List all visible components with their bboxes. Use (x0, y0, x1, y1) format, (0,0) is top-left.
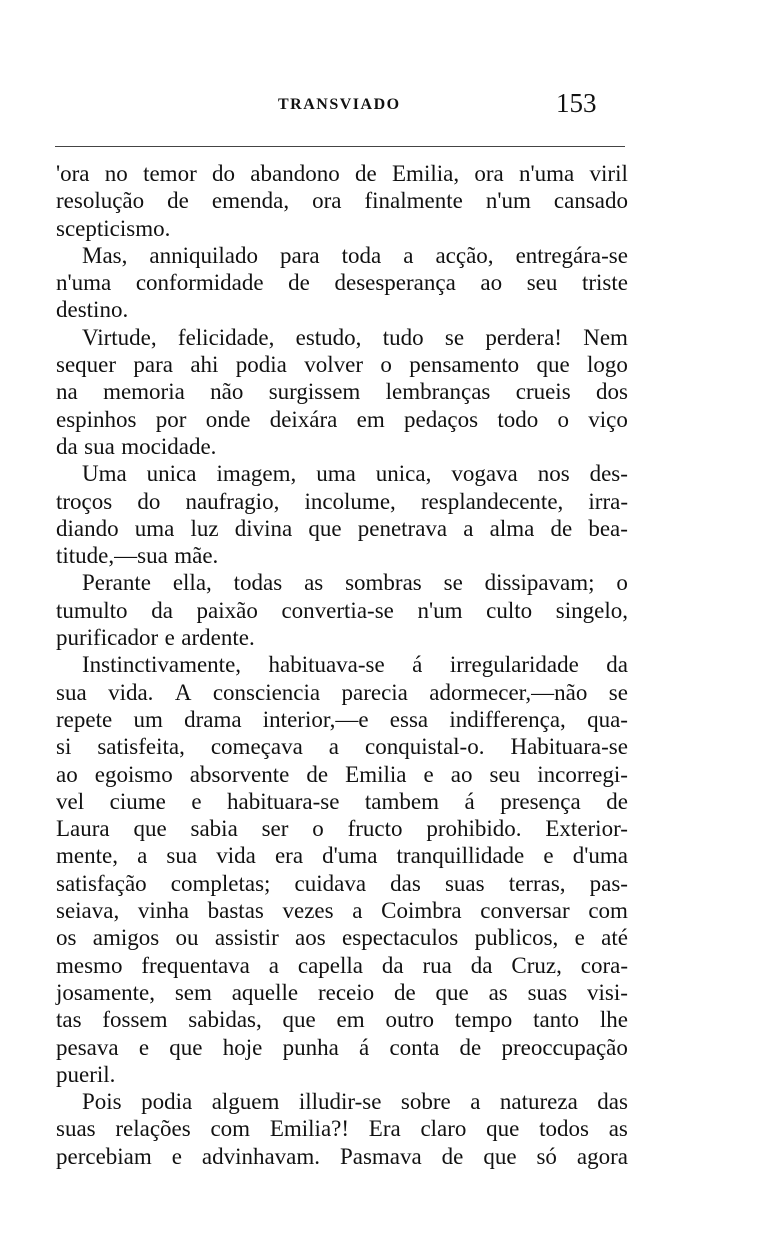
word: Perante (82, 570, 151, 596)
word: de (355, 161, 377, 186)
word: os (56, 925, 77, 951)
word: todo (497, 406, 539, 432)
word: ardente. (181, 625, 255, 651)
word: Era (368, 1116, 401, 1142)
word: des- (589, 461, 628, 487)
word: espectaculos (342, 925, 459, 951)
word: podia (141, 1089, 193, 1115)
word: ella, (172, 570, 212, 596)
word: triste (581, 270, 628, 296)
word: satisfação (56, 870, 147, 896)
word: vida. (108, 679, 154, 705)
word: resolução (56, 188, 145, 214)
word: anniquilado (149, 242, 258, 268)
word: Exterior- (545, 816, 628, 842)
word: sua (84, 433, 115, 459)
word: rua (422, 952, 452, 978)
word: das (390, 870, 421, 896)
word: pueril. (56, 1061, 116, 1087)
word: mãe. (174, 543, 219, 569)
word: vezes (282, 898, 334, 924)
word: ahi (190, 352, 219, 378)
word: uma (134, 515, 175, 541)
word: com (210, 1116, 251, 1142)
word: seiava, (56, 898, 120, 924)
text-line (56, 569, 628, 596)
word: se (443, 570, 463, 596)
word: as (608, 1116, 628, 1142)
word: bastas (207, 898, 264, 924)
word: as (304, 570, 324, 596)
word: memoria (103, 379, 185, 405)
word: emenda, (211, 188, 290, 214)
word: qua- (587, 706, 628, 732)
word: Emilia?! (269, 1116, 350, 1142)
word: todos (539, 1116, 589, 1142)
word: lhe (599, 1007, 628, 1033)
text-line (56, 761, 628, 788)
word: e (191, 788, 202, 814)
word: no (104, 161, 128, 186)
word: finalmente (364, 188, 463, 214)
word: de (306, 761, 329, 787)
word: era (274, 843, 304, 869)
text-line (56, 269, 628, 296)
word: de (393, 979, 416, 1005)
word: n'um (417, 597, 463, 623)
word: conformidade (135, 270, 264, 296)
word: da (606, 652, 628, 678)
word: resplandecente, (420, 488, 564, 514)
word: irra- (588, 488, 628, 514)
text-line (56, 815, 628, 842)
word: e (543, 843, 554, 869)
word: e (164, 625, 175, 651)
word: entregára-se (515, 242, 628, 268)
word: vogava (451, 461, 518, 487)
word: receio (317, 979, 375, 1005)
word: drama (184, 706, 242, 732)
word: a (328, 734, 339, 760)
word: á (359, 1034, 370, 1060)
text-line (56, 597, 628, 624)
word: que (308, 515, 342, 541)
word: satisfeita, (97, 734, 185, 760)
word: um (133, 706, 163, 732)
word: dissipavam; (484, 570, 595, 596)
text-line (56, 378, 628, 405)
word: bea- (588, 515, 628, 541)
word: naufragio, (185, 488, 280, 514)
word: do (137, 488, 161, 514)
word: tranquillidade (396, 843, 525, 869)
word: tumulto (56, 597, 128, 623)
word: mocidade. (121, 433, 217, 459)
page-number: 153 (556, 88, 597, 118)
word: Habituara-se (510, 734, 628, 760)
word: habituara-se (227, 788, 340, 814)
word: logo (587, 352, 628, 378)
text-line (56, 351, 628, 378)
word: sabidas, (188, 1007, 262, 1033)
word: não (210, 379, 244, 405)
word: cansado (553, 188, 628, 214)
word: si (56, 734, 72, 760)
word: tanto (533, 1007, 580, 1033)
text-line (56, 952, 628, 979)
word: unica, (375, 461, 432, 487)
word: a (403, 242, 414, 268)
word: todas (233, 570, 283, 596)
word: Laura (56, 816, 110, 842)
word: felicidade, (177, 324, 275, 350)
word: aquelle (231, 979, 299, 1005)
word: uma (316, 461, 356, 487)
word: mesmo (56, 952, 123, 978)
word: visi- (587, 979, 628, 1005)
word: da (470, 952, 493, 978)
word: fructo (347, 816, 403, 842)
word: prohibido. (426, 816, 522, 842)
header-rule (55, 146, 625, 147)
word: as (488, 979, 508, 1005)
word: incorregi- (537, 761, 628, 787)
text-line (56, 296, 628, 323)
word: ciume (109, 788, 166, 814)
word: frequentava (141, 952, 250, 978)
word: a (137, 843, 148, 869)
word: e (171, 1143, 182, 1169)
word: troços (56, 488, 113, 514)
word: toda (341, 242, 382, 268)
word: fossem (102, 1007, 168, 1033)
word: publicos, (474, 925, 559, 951)
word: d'uma (572, 843, 628, 869)
word: agora (576, 1143, 628, 1169)
word: conquistal-o. (365, 734, 485, 760)
word: capella (297, 952, 364, 978)
word: espinhos (56, 406, 137, 432)
word: se (444, 324, 465, 350)
word: Instinctivamente, (82, 652, 242, 678)
word: Pasmava (339, 1143, 422, 1169)
word: seu (526, 270, 558, 296)
word: ou (175, 925, 199, 951)
word: d'uma (322, 843, 378, 869)
word: o (380, 352, 392, 378)
word: illudir-se (298, 1089, 382, 1115)
word: ao (480, 270, 503, 296)
word: Pois (82, 1089, 122, 1115)
word: á (412, 652, 423, 678)
text-line (56, 1115, 628, 1142)
word: de (606, 788, 628, 814)
word: a (268, 952, 279, 978)
word: da (151, 597, 173, 623)
word: por (155, 406, 187, 432)
word: n'uma (519, 161, 575, 186)
word: titude,—sua (56, 543, 168, 569)
word: e (574, 925, 585, 951)
text-line (56, 842, 628, 869)
word: unica (146, 461, 197, 487)
word: pesava (56, 1034, 119, 1060)
text-line (56, 460, 628, 487)
text-line (56, 733, 628, 760)
word: sequer (56, 352, 117, 378)
word: que (486, 1116, 520, 1142)
text-line (56, 187, 628, 214)
word: a (352, 898, 363, 924)
word: de (459, 1034, 482, 1060)
word: acção, (435, 242, 494, 268)
word: pas- (589, 870, 628, 896)
word: divina (234, 515, 293, 541)
text-line (56, 488, 628, 515)
word: pedaços (404, 406, 479, 432)
word: o (616, 570, 628, 596)
word: Mas, (82, 242, 128, 268)
word: surgissem (268, 379, 361, 405)
text-line (56, 870, 628, 897)
word: interior,—e (262, 706, 369, 732)
text-line (56, 1061, 628, 1088)
word: vida (216, 843, 256, 869)
word: essa (389, 706, 429, 732)
text-line (56, 624, 628, 651)
text-line (56, 215, 628, 242)
running-title: TRANSVIADO (278, 96, 401, 113)
word: para (133, 352, 173, 378)
word: de (167, 188, 189, 214)
word: percebiam (56, 1143, 152, 1169)
word: aos (295, 925, 326, 951)
word: n'um (485, 188, 531, 214)
text-line (56, 1143, 628, 1170)
word: ao (56, 761, 78, 787)
word: a (463, 515, 474, 541)
word: Nem (583, 324, 628, 350)
word: terras, (508, 870, 566, 896)
word: das (597, 1089, 628, 1115)
word: habituava-se (268, 652, 385, 678)
word: Coimbra (381, 898, 462, 924)
word: Cruz, (511, 952, 562, 978)
word: dos (596, 379, 628, 405)
word: e (138, 1034, 150, 1060)
word: singelo, (555, 597, 628, 623)
word: claro (420, 1116, 467, 1142)
word: ao (450, 761, 473, 787)
word: viço (588, 406, 628, 432)
word: josamente, (56, 979, 155, 1005)
word: á (464, 788, 475, 814)
word: sua (56, 679, 87, 705)
word: scepticismo. (56, 215, 171, 241)
word: de (441, 1143, 464, 1169)
word: em (356, 406, 385, 432)
word: culto (486, 597, 533, 623)
word: viril (589, 161, 628, 186)
word: punha (282, 1034, 339, 1060)
word: egoismo (94, 761, 173, 787)
word: vinha (137, 898, 189, 924)
word: em (336, 1007, 365, 1033)
word: luz (190, 515, 219, 541)
text-line (56, 788, 628, 815)
word: temor (143, 161, 197, 186)
word: n'uma (56, 270, 112, 296)
text-line (56, 651, 628, 678)
word: consciencia (212, 679, 321, 705)
word: se (608, 679, 628, 705)
word: e (423, 761, 434, 787)
word: outro (385, 1007, 434, 1033)
word: incolume, (304, 488, 396, 514)
word: indifferença, (449, 706, 566, 732)
word: imagem, (216, 461, 297, 487)
word: assistir (214, 925, 279, 951)
word: estudo, (295, 324, 362, 350)
word: purificador (56, 625, 159, 651)
word: só (536, 1143, 557, 1169)
page-header (0, 88, 783, 124)
word: sobre (400, 1089, 451, 1115)
word: que (483, 1143, 517, 1169)
text-line (56, 924, 628, 951)
word: tudo (382, 324, 424, 350)
word: ora (474, 161, 504, 186)
word: ora (312, 188, 342, 214)
word: diando (56, 515, 119, 541)
word: conta (389, 1034, 440, 1060)
word: podia (235, 352, 287, 378)
text-line (56, 679, 628, 706)
text-line (56, 160, 628, 187)
word: do (212, 161, 236, 186)
word: sabia (190, 816, 238, 842)
text-line (56, 242, 628, 269)
word: completas; (170, 870, 271, 896)
word: mente, (56, 843, 118, 869)
word: vel (56, 788, 85, 814)
text-line (56, 979, 628, 1006)
word: até (601, 925, 628, 951)
word: para (280, 242, 320, 268)
word: crueis (515, 379, 571, 405)
word: desesperança (334, 270, 456, 296)
word: A (174, 679, 192, 705)
word: que (536, 352, 570, 378)
word: cuidava (294, 870, 367, 896)
word: abandono (250, 161, 340, 186)
word: volver (304, 352, 364, 378)
text-line (56, 542, 628, 569)
word: alguem (211, 1089, 280, 1115)
word: presença (500, 788, 581, 814)
word: começava (210, 734, 303, 760)
word: perdera! (485, 324, 562, 350)
word: suas (444, 870, 485, 896)
word: sem (174, 979, 212, 1005)
text-line (56, 433, 628, 460)
word: de (550, 515, 573, 541)
word: advinhavam. (201, 1143, 321, 1169)
word: que (169, 1034, 203, 1060)
word: Virtude, (82, 324, 157, 350)
word: da (381, 952, 404, 978)
text-line (56, 1034, 628, 1061)
word: suas (527, 979, 568, 1005)
word: parecia (341, 679, 408, 705)
word: onde (205, 406, 251, 432)
word: que (282, 1007, 316, 1033)
word: tas (56, 1007, 82, 1033)
word: na (56, 379, 78, 405)
word: que (133, 816, 167, 842)
word: Uma (82, 461, 127, 487)
word: pensamento (409, 352, 520, 378)
word: hoje (222, 1034, 263, 1060)
word: sua (166, 843, 198, 869)
text-line (56, 706, 628, 733)
word: a (470, 1089, 481, 1115)
word: deixára (269, 406, 338, 432)
word: lembranças (385, 379, 491, 405)
word: destino. (56, 297, 129, 323)
word: irregularidade (449, 652, 579, 678)
text-line (56, 1088, 628, 1115)
text-line (56, 406, 628, 433)
word: da (56, 433, 78, 459)
word: preoccupação (501, 1034, 628, 1060)
word: tempo (454, 1007, 513, 1033)
word: seu (489, 761, 521, 787)
word: adormecer,—não (429, 679, 588, 705)
word: relações (115, 1116, 191, 1142)
word: sombras (345, 570, 422, 596)
word: ser (261, 816, 289, 842)
word: suas (56, 1116, 96, 1142)
word: natureza (499, 1089, 578, 1115)
word: repete (56, 706, 113, 732)
word: Emilia, (392, 161, 460, 186)
text-line (56, 1006, 628, 1033)
word: penetrava (357, 515, 448, 541)
word: absorvente (189, 761, 290, 787)
text-line (56, 515, 628, 542)
word: que (435, 979, 469, 1005)
word: paixão (196, 597, 258, 623)
text-line (56, 324, 628, 351)
word: de (288, 270, 310, 296)
word: cora- (580, 952, 628, 978)
word: conversar (480, 898, 570, 924)
word: com (588, 898, 628, 924)
text-line (56, 897, 628, 924)
body-text (56, 160, 628, 1170)
word: nos (537, 461, 570, 487)
word: 'ora (56, 161, 90, 186)
word: o (312, 816, 324, 842)
word: alma (489, 515, 535, 541)
word: Emilia (345, 761, 407, 787)
word: tambem (364, 788, 440, 814)
word: amigos (92, 925, 160, 951)
word: o (557, 406, 570, 432)
word: convertia-se (281, 597, 394, 623)
